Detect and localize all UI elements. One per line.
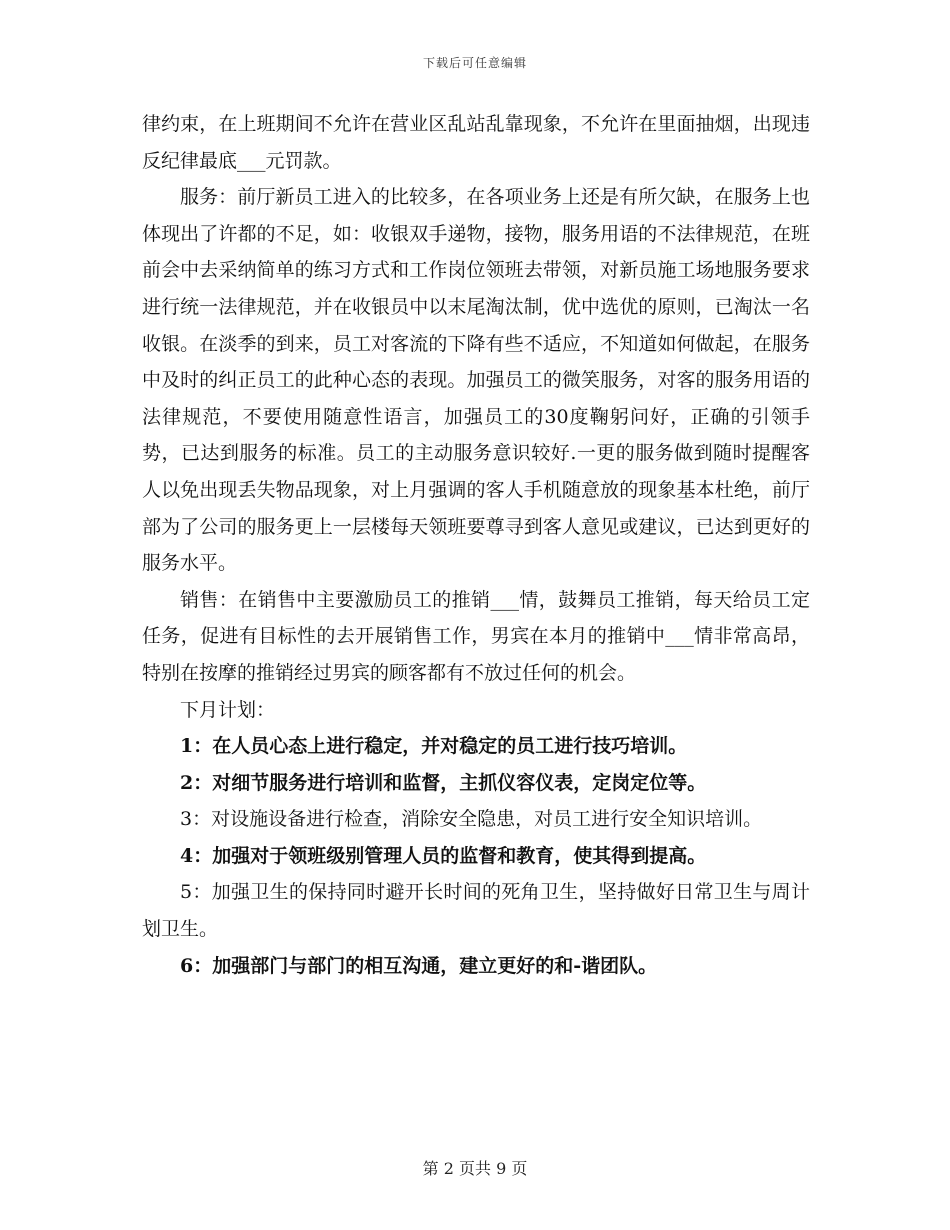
plan-item-4: 4：加强对于领班级别管理人员的监督和教育，使其得到提高。 [180, 844, 707, 867]
plan-item-6: 6：加强部门与部门的相互沟通，建立更好的和-谐团队。 [180, 954, 658, 977]
paragraph-sales: 销售：在销售中主要激励员工的推销___情，鼓舞员工推销，每天给员工定任务，促进有目标性的去开展销售工作，男宾在本月的推销中___情非常高昂，特别在按摩的推销经过男宾的顾客都有不放过任何的机会。 [142, 588, 810, 684]
plan-item-2: 2：对细节服务进行培训和监督，主抓仪容仪表，定岗定位等。 [180, 771, 707, 794]
next-month-plan-heading: 下月计划： [180, 698, 276, 721]
plan-item-1: 1：在人员心态上进行稳定，并对稳定的员工进行技巧培训。 [180, 735, 688, 758]
plan-item-5: 5：加强卫生的保持同时避开长时间的死角卫生，坚持做好日常卫生与周计划卫生。 [142, 881, 810, 941]
page-footer: 第 2 页共 9 页 [422, 1159, 528, 1178]
paragraph-discipline: 律约束，在上班期间不允许在营业区乱站乱靠现象，不允许在里面抽烟，出现违反纪律最底___元罚款。 [142, 113, 810, 172]
page-header: 下载后可任意编辑 [422, 56, 527, 70]
plan-item-3: 3：对设施设备进行检查，消除安全隐患，对员工进行安全知识培训。 [180, 808, 763, 831]
document-body [142, 106, 810, 984]
paragraph-service: 服务：前厅新员工进入的比较多，在各项业务上还是有所欠缺，在服务上也体现出了许都的不足，如：收银双手递物，接物，服务用语的不法律规范，在班前会中去采纳简单的练习方式和工作岗位领班去带领，对新员施工场地服务要求进行统一法律规范，并在收银员中以末尾淘汰制，优中选优的原则，已淘汰一名收银。在淡季的到来，员工对客流的下降有些不适应，不知道如何做起，在服务中及时的纠正员工的此种心态的表现。加强员工的微笑服务，对客的服务用语的法律规范，不要使用随意性语言，加强员工的30度鞠躬问好，正确的引领手势，已达到服务的标准。员工的主动服务意识较好.一更的服务做到随时提醒客人以免出现丢失物品现象，对上月强调的客人手机随意放的现象基本杜绝，前厅部为了公司的服务更上一层楼每天领班要尊寻到客人意见或建议，已达到更好的服务水平。 [142, 186, 810, 575]
